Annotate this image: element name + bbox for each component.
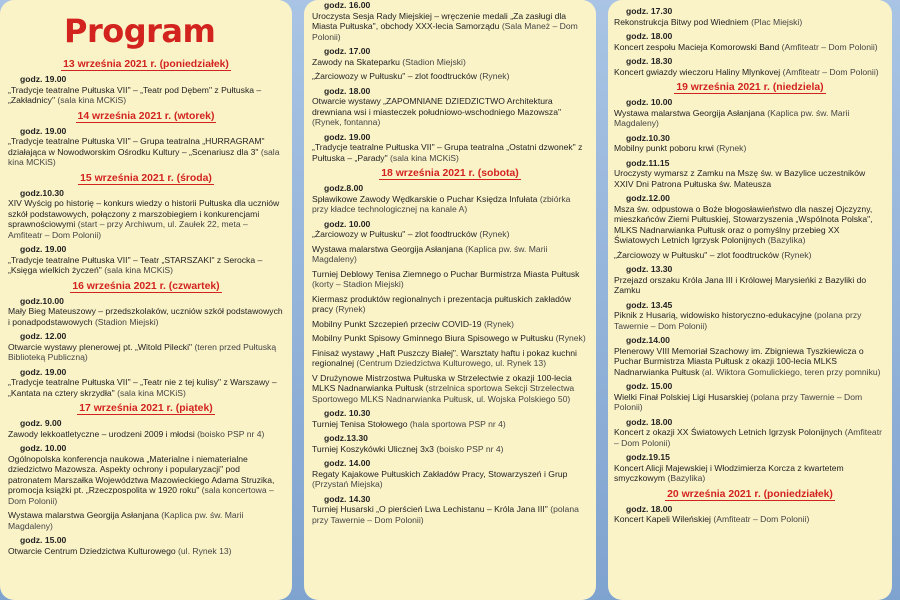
event-title: Koncert Alicji Majewskiej i Włodzimierza Korcza z kwartetem smyczkowym [614,462,844,483]
event-title: Turniej Tenisa Stołowego [312,418,408,429]
event-title: Uroczysta Sesja Rady Miejskiej – wręczenie medali „Za zasługi dla Miasta Pułtuska", obchody XXX-lecia Samorządu [312,10,567,31]
day-heading [312,167,588,180]
event-time: godz. 17.00 [324,46,371,56]
event-location: (sala kina MCKiS) [101,265,173,275]
event-description [614,310,886,331]
event-location: (korty – Stadion Miejski) [312,279,404,289]
event-location: (Amfiteatr – Dom Polonii) [710,514,810,524]
event-title: Otwarcie wystawy plenerowej pt. „Witold Pilecki" [8,341,193,352]
event-title: XIV Wyścig po historię – konkurs wiedzy o historii Pułtuska dla uczniów szkół podstawowych, połączony z marszobiegiem i konkurencjami sprawnościowymi [8,198,280,229]
event-description [312,11,588,43]
event-time: godz. 15.00 [20,535,67,545]
event-location: (Rynek) [476,71,510,81]
event-location: (sala kina MCKiS) [114,387,186,398]
event-location: (ul. Rynek 13) [175,545,232,556]
event-location: (Amfiteatr – Dom Polonii) [614,427,882,448]
day-heading-text: 13 września 2021 r. (poniedziałek) [63,59,229,70]
event-title: Przejazd orszaku Króla Jana III i Królowej Marysieńki z Bazyliki do Zamku [614,274,867,295]
event-description [312,269,588,290]
event-location: (sala kina MCKiS) [8,146,280,167]
event-time: godz. 19.00 [20,125,67,136]
column-2-items [312,0,588,525]
event-time: godz. 10.00 [626,97,673,107]
event-time: godz. 18.00 [626,503,673,514]
event-description [614,427,886,448]
event-time: godz. 13.30 [626,264,673,274]
event-title: Regaty Kajakowe Pułtuskich Zakładów Pracy, Stowarzyszeń i Grup [312,468,568,479]
event-description [8,429,284,440]
event-title: Turniej Deblowy Tenisa Ziemnego o Puchar Burmistrza Miasta Pułtusk [312,268,580,279]
event-description [8,342,284,363]
day-heading-text: 15 września 2021 r. (środa) [80,172,212,184]
event-time: godz. 12.00 [20,331,67,341]
event-title: Mobilny Punkt Szczepień przeciw COVID-19 [312,318,482,329]
event-time: godz. 14.00 [324,458,371,468]
event-title: Koncert gwiazdy wieczoru Haliny Mlynkovej [614,66,781,77]
event-description [312,504,588,525]
event-title: „Żarciowozy w Pułtusku" – zlot foodtrucków [614,249,779,260]
event-time: godz. 19.00 [20,366,67,377]
program-column-2 [304,0,596,600]
event-description [312,142,588,163]
event-location: (Sala Maneż – Dom Polonii) [312,21,578,42]
event-title: Turniej Koszykówki Ulicznej 3x3 [312,443,434,454]
event-description [614,108,886,129]
day-heading [614,81,886,94]
event-title: Wystawa malarstwa Georgija Asłanjana [8,510,159,520]
event-description [8,510,284,531]
event-description [8,306,284,327]
event-time: godz. 18.30 [626,56,673,66]
event-description [614,463,886,484]
event-title: Mobilny punkt poboru krwi [614,143,714,153]
event-title: Zawody lekkoatletyczne – urodzeni 2009 i młodsi [8,428,195,439]
event-title: Koncert z okazji XX Światowych Letnich Igrzysk Polonijnych [614,427,843,437]
event-location: (Rynek) [553,333,586,343]
column-1-items [8,58,284,556]
event-location: (strzelnica sportowa Sekcji Strzelectwa Sportowego MLKS Nadnarwianka Pułtusk, ul. Wojska Polskiego 50) [312,383,575,404]
event-time: godz. 19.00 [20,244,67,254]
event-description [312,71,588,82]
event-location: (Centrum Dziedzictwa Kulturowego, ul. Rynek 13) [354,358,547,368]
event-location: (Przystań Miejska) [312,479,383,489]
event-location: (Amfiteatr – Dom Polonii) [779,41,878,52]
event-description [8,198,284,240]
event-time: godz. 16.00 [324,0,371,10]
event-time: godz.10.30 [20,187,64,198]
event-description [614,392,886,413]
event-description [614,143,886,154]
event-time: godz. 15.00 [626,381,673,391]
event-time: godz. 19.00 [324,131,371,142]
event-time: godz. 17.30 [626,6,673,16]
event-location: (Rynek) [713,143,747,153]
event-time: godz. 10.00 [20,443,67,453]
event-location: (Stadion Miejski) [92,316,159,327]
event-time: godz.14.00 [626,335,670,345]
event-location: (sala kina MCKiS) [55,95,127,105]
day-heading [8,110,284,123]
event-time: godz.13.30 [324,433,368,443]
event-title: V Drużynowe Mistrzostwa Pułtuska w Strzelectwie z okazji 100-lecia MLKS Nadnarwianka Pułtusk [312,372,572,393]
event-title: Mały Bieg Mateuszowy – przedszkolaków, uczniów szkół podstawowych i ponadpodstawowych [8,306,283,327]
event-title: Kiermasz produktów regionalnych i prezentacja pułtuskich zakładów pracy [312,293,571,314]
page-title: Program [64,12,216,50]
event-description [312,319,588,330]
event-description [312,57,588,68]
event-title: Piknik z Husarią, widowisko historyczno-edukacyjne [614,310,812,320]
event-title: Uroczysty wymarsz z Zamku na Mszę św. w Bazylice uczestników XXIV Dni Patrona Pułtuska św. Mateusza [614,168,866,189]
day-heading [8,402,284,415]
event-location: (hala sportowa PSP nr 4) [407,418,506,429]
event-title: Spławikowe Zawody Wędkarskie o Puchar Księdza Infułata [312,193,538,204]
event-location: (polana przy Tawernie – Dom Polonii) [614,310,862,331]
event-location: (boisko PSP nr 4) [433,443,504,454]
event-title: „Żarciowozy w Pułtusku" – zlot foodtrucków [312,71,477,81]
program-column-3 [608,0,892,600]
event-description [312,419,588,430]
event-time: godz.8.00 [324,183,364,193]
event-description [312,373,588,405]
day-heading [8,280,284,293]
event-location: (Kaplica pw. św. Marii Magdaleny) [614,107,850,128]
event-title: Koncert Kapeli Wileńskiej [614,514,711,524]
event-description [312,469,588,490]
event-title: „Tradycje teatralne Pułtuska VII" – Teatr „STARSZAKI" z Serocka – „Księga wielkich życzeń" [8,254,263,275]
event-location: (Stadion Miejski) [399,56,466,67]
day-heading-text: 16 września 2021 r. (czwartek) [72,280,220,292]
column-3-items [614,6,886,525]
event-description [312,348,588,369]
event-title: Koncert zespołu Macieja Komorowski Band [614,41,780,52]
event-location: (zbiórka przy kładce technologicznej na kanale A) [312,193,571,214]
day-heading-text: 14 września 2021 r. (wtorek) [77,110,215,122]
event-time: godz. 14.30 [324,493,371,504]
event-location: (start – przy Archiwum, ul. Zaułek 22, meta – Amfiteatr – Dom Polonii) [8,219,248,240]
day-heading [8,58,284,71]
event-title: „Żarciowozy w Pułtusku" – zlot foodtrucków [312,229,477,239]
event-description [312,194,588,215]
event-title: Wielki Finał Polskiej Ligi Husarskiej [614,391,749,402]
event-title: Otwarcie wystawy „ZAPOMNIANE DZIEDZICTWO Architektura drewniana wsi i miasteczek południowo-wschodniego Mazowsza" [312,96,562,117]
event-description [614,250,886,261]
day-heading-text: 18 września 2021 r. (sobota) [381,168,519,179]
event-title: „Tradycje teatralne Pułtuska VII" – Grupa teatralna „Ostatni dzwonek" z Pułtuska – „Parady" [312,142,583,163]
event-title: „Tradycje teatralne Pułtuska VII" – „Teatr nie z tej kulisy" z Warszawy – „Kantata na cztery skrzydła" [8,377,277,398]
event-location: (Amfiteatr – Dom Polonii) [780,66,879,77]
event-time: godz. 18.00 [324,85,371,96]
event-title: Ogólnopolska konferencja naukowa „Materialne i niematerialne dziedzictwo Mazowsza. Aspekty ochrony i popularyzacji" pod patronatem Marszałka Województwa Mazowieckiego Adama Struzika, promocja książki pt. „Rzeczpospolita w 1920 roku" [8,453,275,495]
event-description [8,377,284,398]
event-description [8,454,284,507]
event-time: godz. 10.00 [324,218,371,229]
event-description [312,244,588,265]
event-location: (Rynek) [333,304,366,314]
event-title: Wystawa malarstwa Georgija Asłanjana [614,107,765,118]
event-location: (Bazylika) [765,235,806,245]
event-description [614,17,886,28]
event-description [614,346,886,378]
event-location: (Kaplica pw. św. Marii Magdaleny) [8,510,244,531]
event-description [8,546,284,557]
event-location: (boisko PSP nr 4) [194,428,265,439]
event-location: (Rynek, fontanna) [312,117,381,127]
event-location: (teren przed Pułtuską Biblioteką Publiczną) [8,341,277,362]
event-location: (sala koncertowa – Dom Polonii) [8,485,274,506]
event-title: Msza św. odpustowa o Boże błogosławieństwo dla naszej Ojczyzny, mieszkańców Ziemi Pułtuskiej, Stowarzyszenia „Wspólnota Polska", MLKS Nadnarwianka Pułtusk oraz o pomyślny przebieg XX Światowych Letnich Igrzysk Polonijnych [614,203,873,245]
event-location: (Kaplica pw. św. Marii Magdaleny) [312,243,548,264]
event-time: godz. 13.45 [626,299,673,310]
event-title: Zawody na Skateparku [312,56,400,67]
event-time: godz. 9.00 [20,418,62,428]
event-description [614,204,886,246]
day-heading [614,488,886,501]
event-location: (polana przy Tawernie – Dom Polonii) [312,504,579,525]
event-title: Wystawa malarstwa Georgija Asłanjana [312,243,463,254]
event-description [614,514,886,525]
event-location: (al. Wiktora Gomulickiego, teren przy pomniku) [699,366,881,377]
event-description [312,294,588,315]
event-description [312,333,588,344]
event-title: Mobilny Punkt Spisowy Gminnego Biura Spisowego w Pułtusku [312,333,554,343]
event-time: godz.19.15 [626,452,670,462]
event-time: godz. 18.00 [626,416,673,427]
event-time: godz.11.15 [626,157,670,168]
event-title: Otwarcie Centrum Dziedzictwa Kulturowego [8,545,176,556]
event-description [8,255,284,276]
event-location: (Rynek) [481,318,515,329]
event-description [312,444,588,455]
program-column-1 [0,0,292,600]
event-location: (Bazylika) [665,473,706,483]
event-time: godz. 10.30 [324,408,371,418]
event-title: Rekonstrukcja Bitwy pod Wiedniem [614,16,749,27]
event-title: Plenerowy VIII Memoriał Szachowy im. Zbigniewa Tyszkiewicza o Puchar Burmistrza Miasta Pułtusk z okazji 100-lecia MLKS Nadnarwianka Pułtusk [614,345,864,377]
event-time: godz.10.00 [20,295,64,306]
event-description [614,275,886,296]
event-location: (Rynek) [778,249,812,260]
event-location: (Plac Miejski) [748,16,803,27]
day-heading-text: 20 września 2021 r. (poniedziałek) [667,488,833,500]
day-heading-text: 17 września 2021 r. (piątek) [79,403,213,414]
event-description [614,67,886,78]
event-title: „Tradycje teatralne Pułtuska VII" – Grupa teatralna „HURRAGRAM" działająca w Nowodworskim Ośrodku Kultury – „Scenariusz dla 3" [8,136,265,157]
event-location: (Rynek) [476,229,510,239]
day-heading [8,172,284,185]
event-location: (sala kina MCKiS) [387,152,459,163]
event-time: godz.12.00 [626,193,670,203]
event-description [614,42,886,53]
event-description [8,85,284,106]
event-time: godz. 19.00 [20,74,67,84]
event-description [312,96,588,128]
day-heading-text: 19 września 2021 r. (niedziela) [676,82,824,93]
event-description [614,168,886,189]
event-title: „Tradycje teatralne Pułtuska VII" – „Teatr pod Dębem" z Pułtuska – „Zakładnicy" [8,84,262,105]
event-title: Finisaż wystawy „Haft Puszczy Białej". Warsztaty haftu i pokaz kuchni regionalnej [312,347,577,368]
event-title: Turniej Husarski „O pierścień Lwa Lechistanu – Króla Jana III" [312,504,548,514]
event-time: godz.10.30 [626,132,670,143]
event-description [312,229,588,240]
event-location: (polana przy Tawernie – Dom Polonii) [614,391,863,412]
event-time: godz. 18.00 [626,31,673,41]
event-description [8,136,284,168]
